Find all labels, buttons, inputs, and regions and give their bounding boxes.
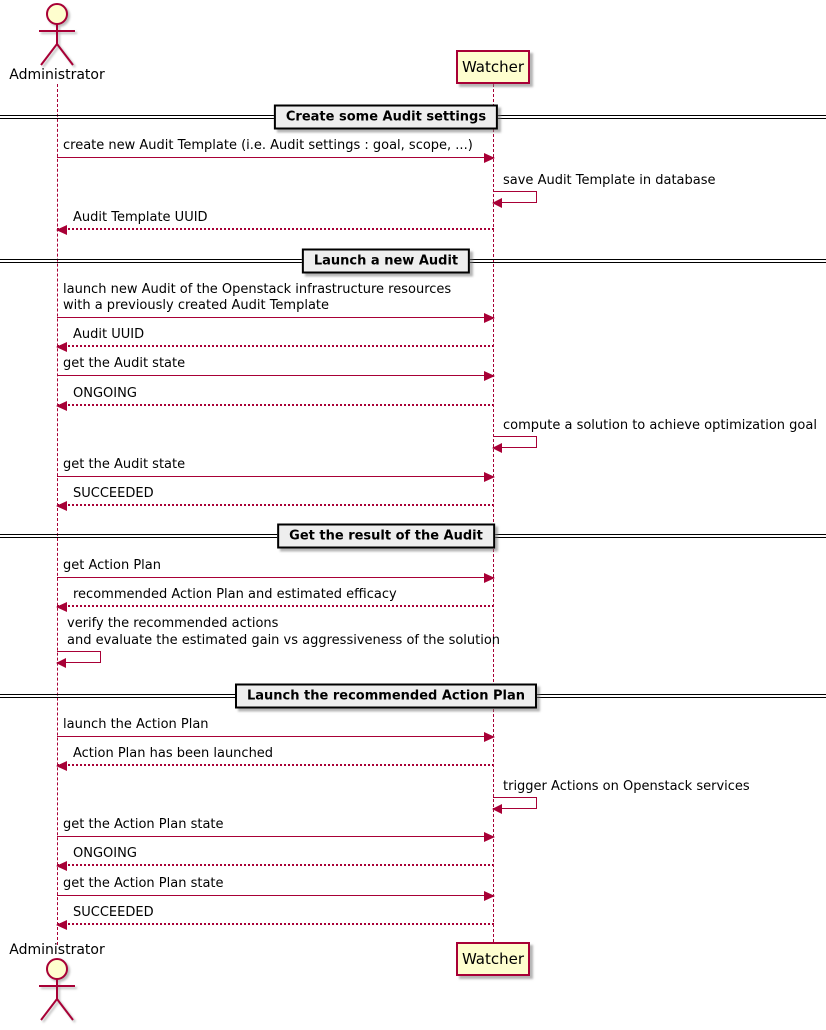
message-line xyxy=(57,605,494,607)
message-line xyxy=(57,836,494,837)
arrowhead-right-icon xyxy=(484,371,495,381)
message-label: get Action Plan xyxy=(63,558,161,573)
message-label: Audit UUID xyxy=(73,327,145,342)
message-label: SUCCEEDED xyxy=(73,905,154,920)
message-line xyxy=(57,764,494,766)
message-label-line1: verify the recommended actions xyxy=(67,616,279,631)
message-get-audit-state-2 xyxy=(57,455,494,477)
message-ongoing-2 xyxy=(57,844,494,866)
self-message-trigger-actions xyxy=(493,778,750,809)
message-label: ONGOING xyxy=(73,846,137,861)
actor-stick-figure-icon xyxy=(37,958,77,1022)
arrowhead-left-icon xyxy=(56,401,67,411)
self-message-save-audit-template xyxy=(493,172,716,203)
arrowhead-right-icon xyxy=(484,573,495,583)
arrowhead-left-icon xyxy=(56,602,67,612)
divider-launch-new-audit xyxy=(0,248,826,274)
message-get-action-plan xyxy=(57,556,494,578)
message-get-audit-state-1 xyxy=(57,354,494,376)
message-label-line1: launch new Audit of the Openstack infrastructure resources xyxy=(63,282,452,297)
message-audit-uuid xyxy=(57,325,494,347)
self-message-loop xyxy=(493,436,537,448)
self-message-loop xyxy=(493,191,537,203)
message-recommended-action-plan xyxy=(57,585,494,607)
arrowhead-left-icon xyxy=(492,198,502,208)
message-line xyxy=(57,577,494,578)
message-label: Action Plan has been launched xyxy=(73,746,274,761)
arrowhead-left-icon xyxy=(56,225,67,235)
message-line xyxy=(57,228,494,230)
self-message-loop xyxy=(493,797,537,809)
arrowhead-left-icon xyxy=(56,920,67,930)
arrowhead-right-icon xyxy=(484,472,495,482)
arrowhead-left-icon xyxy=(56,658,66,668)
arrowhead-right-icon xyxy=(484,153,495,163)
arrowhead-left-icon xyxy=(56,501,67,511)
divider-get-result-of-audit xyxy=(0,523,826,549)
message-line xyxy=(57,923,494,925)
message-label: Audit Template UUID xyxy=(73,210,208,225)
message-label xyxy=(67,615,500,649)
self-message-verify-actions xyxy=(57,615,500,663)
divider-title: Create some Audit settings xyxy=(274,105,498,130)
message-ongoing-1 xyxy=(57,384,494,406)
message-label-line2: with a previously created Audit Template xyxy=(63,298,330,313)
divider-title: Get the result of the Audit xyxy=(277,524,495,549)
message-line xyxy=(57,736,494,737)
message-line xyxy=(57,375,494,376)
message-get-action-plan-state-1 xyxy=(57,815,494,837)
self-message-compute-solution xyxy=(493,417,817,448)
arrowhead-left-icon xyxy=(56,761,67,771)
actor-administrator-bottom xyxy=(7,942,107,1022)
actor-administrator-label: Administrator xyxy=(9,67,105,83)
message-succeeded-2 xyxy=(57,903,494,925)
arrowhead-left-icon xyxy=(492,443,502,453)
message-label: get the Action Plan state xyxy=(63,817,224,832)
self-message-loop xyxy=(57,651,101,663)
message-label: get the Action Plan state xyxy=(63,876,224,891)
divider-title: Launch the recommended Action Plan xyxy=(235,684,537,709)
arrowhead-left-icon xyxy=(492,804,502,814)
message-line xyxy=(57,345,494,347)
arrowhead-right-icon xyxy=(484,891,495,901)
divider-launch-recommended-action-plan xyxy=(0,683,826,709)
message-label xyxy=(63,282,451,314)
message-line xyxy=(57,864,494,866)
message-label: launch the Action Plan xyxy=(63,717,209,732)
message-label: compute a solution to achieve optimization goal xyxy=(503,418,817,433)
participant-watcher-label: Watcher xyxy=(461,58,525,76)
message-get-action-plan-state-2 xyxy=(57,874,494,896)
message-line xyxy=(57,895,494,896)
participant-watcher-bottom xyxy=(456,942,530,976)
message-succeeded-1 xyxy=(57,484,494,506)
message-label: ONGOING xyxy=(73,386,137,401)
message-line xyxy=(57,504,494,506)
message-launch-new-audit xyxy=(57,281,494,318)
arrowhead-right-icon xyxy=(484,732,495,742)
arrowhead-left-icon xyxy=(56,861,67,871)
participant-watcher-top xyxy=(456,50,530,84)
message-audit-template-uuid xyxy=(57,208,494,230)
actor-stick-figure-icon xyxy=(37,3,77,67)
message-create-audit-template xyxy=(57,136,494,158)
arrowhead-right-icon xyxy=(484,832,495,842)
message-label: get the Audit state xyxy=(63,356,186,371)
actor-administrator-top xyxy=(7,3,107,83)
message-line xyxy=(57,157,494,158)
message-label: SUCCEEDED xyxy=(73,486,154,501)
actor-administrator-label: Administrator xyxy=(9,942,105,958)
divider-create-audit-settings xyxy=(0,104,826,130)
message-label: recommended Action Plan and estimated efficacy xyxy=(73,587,397,602)
message-label: get the Audit state xyxy=(63,457,186,472)
arrowhead-left-icon xyxy=(56,342,67,352)
message-action-plan-launched xyxy=(57,744,494,766)
participant-watcher-label: Watcher xyxy=(461,950,525,968)
message-label: save Audit Template in database xyxy=(503,173,716,188)
message-line xyxy=(57,404,494,406)
message-line xyxy=(57,476,494,477)
message-label-line2: and evaluate the estimated gain vs aggressiveness of the solution xyxy=(67,633,501,648)
arrowhead-right-icon xyxy=(484,313,495,323)
message-launch-action-plan xyxy=(57,715,494,737)
message-label: create new Audit Template (i.e. Audit settings : goal, scope, ...) xyxy=(63,138,473,153)
divider-title: Launch a new Audit xyxy=(302,249,470,274)
message-label: trigger Actions on Openstack services xyxy=(503,779,750,794)
message-line xyxy=(57,317,494,318)
